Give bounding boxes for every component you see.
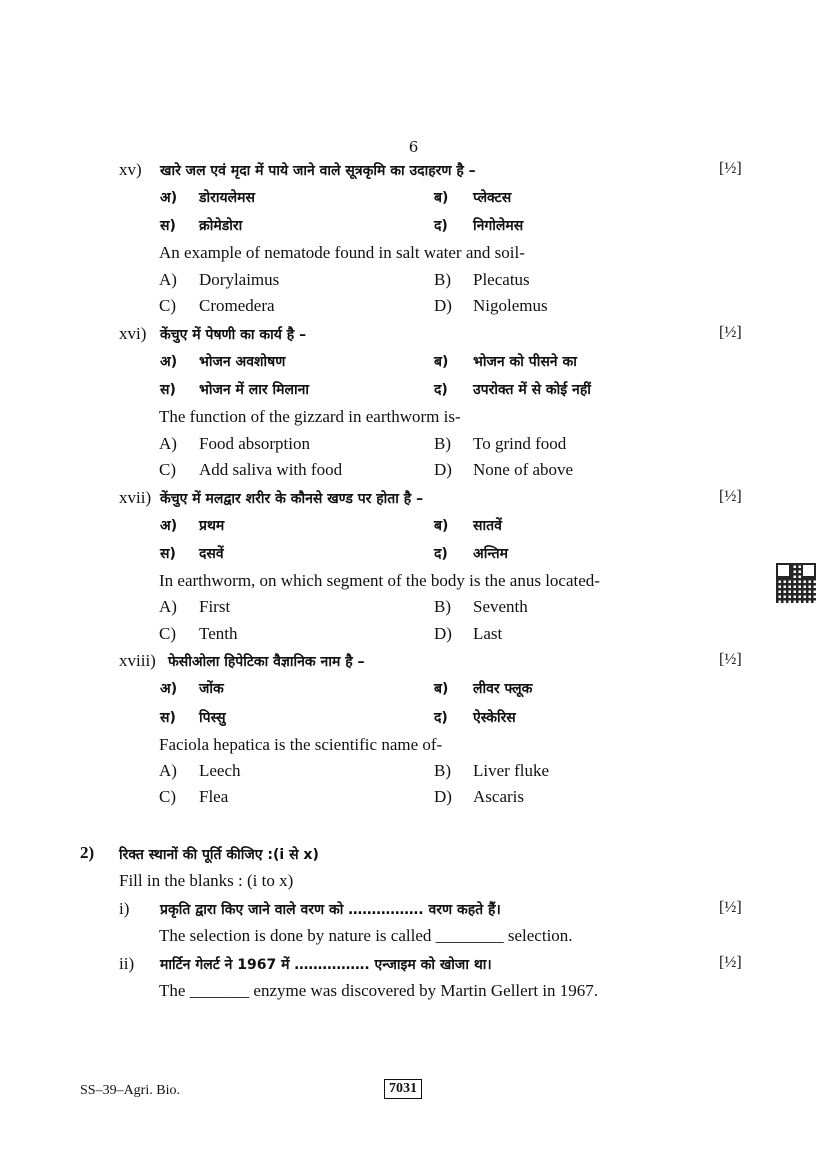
question-mark: [½] [719, 160, 742, 177]
option-text: Leech [199, 761, 241, 780]
option-label: द) [434, 218, 448, 234]
option-label: D) [434, 460, 452, 479]
question-hindi: केंचुए में पेषणी का कार्य है – [160, 327, 307, 343]
option-text: To grind food [473, 434, 567, 453]
question-hindi: फेसीओला हिपेटिका वैज्ञानिक नाम है – [168, 654, 365, 670]
section-heading-hindi: रिक्त स्थानों की पूर्ति कीजिए :(i से x) [119, 847, 319, 863]
option-label: स) [160, 218, 176, 234]
option-label: द) [434, 546, 448, 562]
option-text: डोरायलेमस [199, 190, 255, 206]
blank-item-hindi: प्रकृति द्वारा किए जाने वाले वरण को ……………. वरण कहते हैं। [160, 902, 501, 918]
page-code-box: 7031 [384, 1079, 422, 1099]
question-mark: [½] [719, 651, 742, 668]
option-text: प्लेक्टस [473, 190, 512, 206]
question-hindi: केंचुए में मलद्वार शरीर के कौनसे खण्ड पर होता है – [160, 491, 424, 507]
section-heading-english: Fill in the blanks : (i to x) [119, 871, 294, 890]
blank-item-number: i) [119, 899, 130, 918]
option-label: B) [434, 761, 451, 780]
option-text: प्रथम [199, 518, 225, 534]
option-label: C) [159, 296, 176, 315]
option-text: Last [473, 624, 503, 643]
question-mark: [½] [719, 899, 742, 916]
question-number: xvii) [119, 488, 152, 507]
option-label: ब) [434, 190, 449, 206]
option-label: D) [434, 787, 452, 806]
question-english: Faciola hepatica is the scientific name of- [159, 735, 443, 754]
option-text: दसवें [199, 546, 224, 562]
option-text: Tenth [199, 624, 238, 643]
option-text: निगोलेमस [473, 218, 524, 234]
paper-code: SS–39–Agri. Bio. [80, 1083, 180, 1098]
option-label: C) [159, 460, 176, 479]
option-text: Seventh [473, 597, 528, 616]
option-label: द) [434, 710, 448, 726]
blank-item-number: ii) [119, 954, 135, 973]
option-text: Plecatus [473, 270, 530, 289]
option-text: सातवें [473, 518, 502, 534]
option-text: लीवर फ्लूक [473, 681, 533, 697]
option-text: जोंक [199, 681, 224, 697]
option-label: अ) [160, 354, 178, 370]
question-number: xv) [119, 160, 142, 179]
option-text: भोजन अवशोषण [199, 354, 286, 370]
option-text: क्रोमेडोरा [199, 218, 243, 234]
blank-item-english: The selection is done by nature is called ________ selection. [159, 926, 573, 945]
question-english: An example of nematode found in salt water and soil- [159, 243, 525, 262]
option-text: Ascaris [473, 787, 524, 806]
option-label: B) [434, 270, 451, 289]
question-mark: [½] [719, 324, 742, 341]
option-label: B) [434, 597, 451, 616]
option-label: द) [434, 382, 448, 398]
option-text: उपरोक्त में से कोई नहीं [473, 382, 591, 398]
option-text: Cromedera [199, 296, 275, 315]
question-mark: [½] [719, 488, 742, 505]
option-label: अ) [160, 518, 178, 534]
question-number: xvi) [119, 324, 147, 343]
option-text: अन्तिम [473, 546, 508, 562]
option-text: Food absorption [199, 434, 310, 453]
option-text: पिस्सु [199, 710, 226, 726]
option-label: ब) [434, 681, 449, 697]
option-label: C) [159, 787, 176, 806]
option-label: A) [159, 434, 177, 453]
blank-item-hindi: मार्टिन गेलर्ट ने 1967 में ……………. एन्जाइम को खोजा था। [160, 957, 492, 973]
option-text: Liver fluke [473, 761, 549, 780]
option-label: D) [434, 624, 452, 643]
option-text: Dorylaimus [199, 270, 280, 289]
option-label: स) [160, 546, 176, 562]
option-label: A) [159, 270, 177, 289]
option-text: ऐस्केरिस [473, 710, 516, 726]
option-label: ब) [434, 354, 449, 370]
option-text: भोजन को पीसने का [473, 354, 577, 370]
option-text: None of above [473, 460, 574, 479]
option-label: स) [160, 710, 176, 726]
question-english: The function of the gizzard in earthworm is- [159, 407, 461, 426]
option-label: D) [434, 296, 452, 315]
option-label: C) [159, 624, 176, 643]
option-label: A) [159, 597, 177, 616]
option-text: भोजन में लार मिलाना [199, 382, 309, 398]
question-mark: [½] [719, 954, 742, 971]
option-text: Nigolemus [473, 296, 548, 315]
option-label: स) [160, 382, 176, 398]
page-number: 6 [408, 138, 419, 156]
option-label: B) [434, 434, 451, 453]
question-number: xviii) [119, 651, 156, 670]
section-number: 2) [80, 843, 95, 862]
option-label: अ) [160, 190, 178, 206]
question-english: In earthworm, on which segment of the body is the anus located- [159, 571, 600, 590]
option-label: ब) [434, 518, 449, 534]
option-label: अ) [160, 681, 178, 697]
qr-code-icon [776, 563, 816, 603]
question-hindi: खारे जल एवं मृदा में पाये जाने वाले सूत्रकृमि का उदाहरण है – [160, 163, 476, 179]
option-label: A) [159, 761, 177, 780]
blank-item-english: The _______ enzyme was discovered by Martin Gellert in 1967. [159, 981, 599, 1000]
option-text: Flea [199, 787, 229, 806]
option-text: Add saliva with food [199, 460, 343, 479]
option-text: First [199, 597, 231, 616]
